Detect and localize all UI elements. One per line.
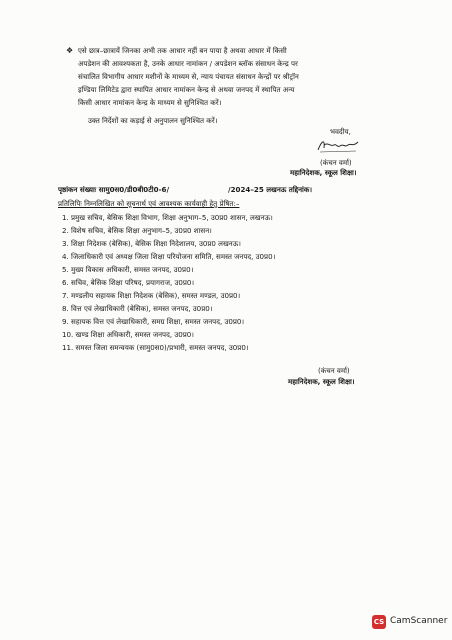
instruction-line: उक्त निर्देशों का कड़ाई से अनुपालन सुनिश्चित करें। xyxy=(88,116,218,125)
para-line-5: किसी आधार नामांकन केन्द्र के माध्यम से सुनिश्चित करें। xyxy=(78,98,222,107)
endorsement-number: पृष्ठांकन संख्याः सामु0स0/डी0बी0टी0-6/ xyxy=(58,185,170,194)
camscanner-logo-icon: CS xyxy=(372,615,386,629)
bullet-icon: ❖ xyxy=(66,46,74,55)
recipient-item: 4. जिलाधिकारी एवं अध्यक्ष जिला शिक्षा परियोजना समिति, समस्त जनपद, उ0प्र0। xyxy=(62,252,276,261)
closing-text: भवदीय, xyxy=(330,127,351,136)
signature1-designation: महानिदेशक, स्कूल शिक्षा। xyxy=(290,168,357,177)
recipient-item: 9. सहायक वित्त एवं लेखाधिकारी, समग्र शिक्षा, समस्त जनपद, उ0प्र0। xyxy=(62,317,245,326)
recipient-item: 11. समस्त जिला समन्वयक (सामु0स0)/प्रभारी, समस्त जनपद, उ0प्र0। xyxy=(62,343,249,352)
recipient-item: 3. शिक्षा निदेशक (बेसिक), बेसिक शिक्षा निदेशालय, उ0प्र0 लखनऊ। xyxy=(62,239,241,248)
camscanner-watermark: CamScanner xyxy=(390,616,448,626)
para-line-3: संचालित विभागीय आधार मशीनों के माध्यम से, न्याय पंचायत संसाधन केन्द्रों पर श्रीट्रॉन xyxy=(78,72,299,81)
signature2-name: (कंचन वर्मा) xyxy=(318,366,350,375)
signature1-name: (कंचन वर्मा) xyxy=(320,158,352,167)
recipient-item: 5. मुख्य विकास अधिकारी, समस्त जनपद, उ0प्र0। xyxy=(62,265,194,274)
copy-heading: प्रतिलिपिः निम्नलिखित को सूचनार्थ एवं आवश्यक कार्यवाही हेतु प्रेषित:– xyxy=(58,199,240,208)
signature-image xyxy=(316,136,362,154)
recipient-item: 10. खण्ड शिक्षा अधिकारी, समस्त जनपद, उ0प्र0। xyxy=(62,330,194,339)
signature2-designation: महानिदेशक, स्कूल शिक्षा। xyxy=(288,377,355,386)
recipient-item: 7. मण्डलीय सहायक शिक्षा निदेशक (बेसिक), समस्त मण्डल, उ0प्र0। xyxy=(62,291,241,300)
para-line-4: इण्डिया लिमिटेड द्वारा स्थापित आधार नामांकन केन्द्र से अथवा जनपद में स्थापित अन्य xyxy=(78,85,295,94)
para-line-2: अपडेशन की आवश्यकता है, उनके आधार नामांकन / अपडेशन ब्लॉक संसाधन केन्द्र पर xyxy=(78,59,298,68)
recipient-item: 1. प्रमुख सचिव, बेसिक शिक्षा विभाग, शिक्षा अनुभाग–5, उ0प्र0 शासन, लखनऊ। xyxy=(62,213,273,222)
recipient-item: 6. सचिव, बेसिक शिक्षा परिषद, प्रयागराज, उ0प्र0। xyxy=(62,278,195,287)
recipient-item: 2. विशेष सचिव, बेसिक शिक्षा अनुभाग–5, उ0प्र0 शासन। xyxy=(62,226,212,235)
recipient-item: 8. वित्त एवं लेखाधिकारी (बेसिक), समस्त जनपद, उ0प्र0। xyxy=(62,304,213,313)
endorsement-date: /2024–25 लखनऊ तद्दिनांक। xyxy=(228,185,313,194)
para-line-1: एसे छात्र–छात्रायें जिनका अभी तक आधार नहीं बन पाया है अथवा आधार में किसी xyxy=(78,46,287,55)
